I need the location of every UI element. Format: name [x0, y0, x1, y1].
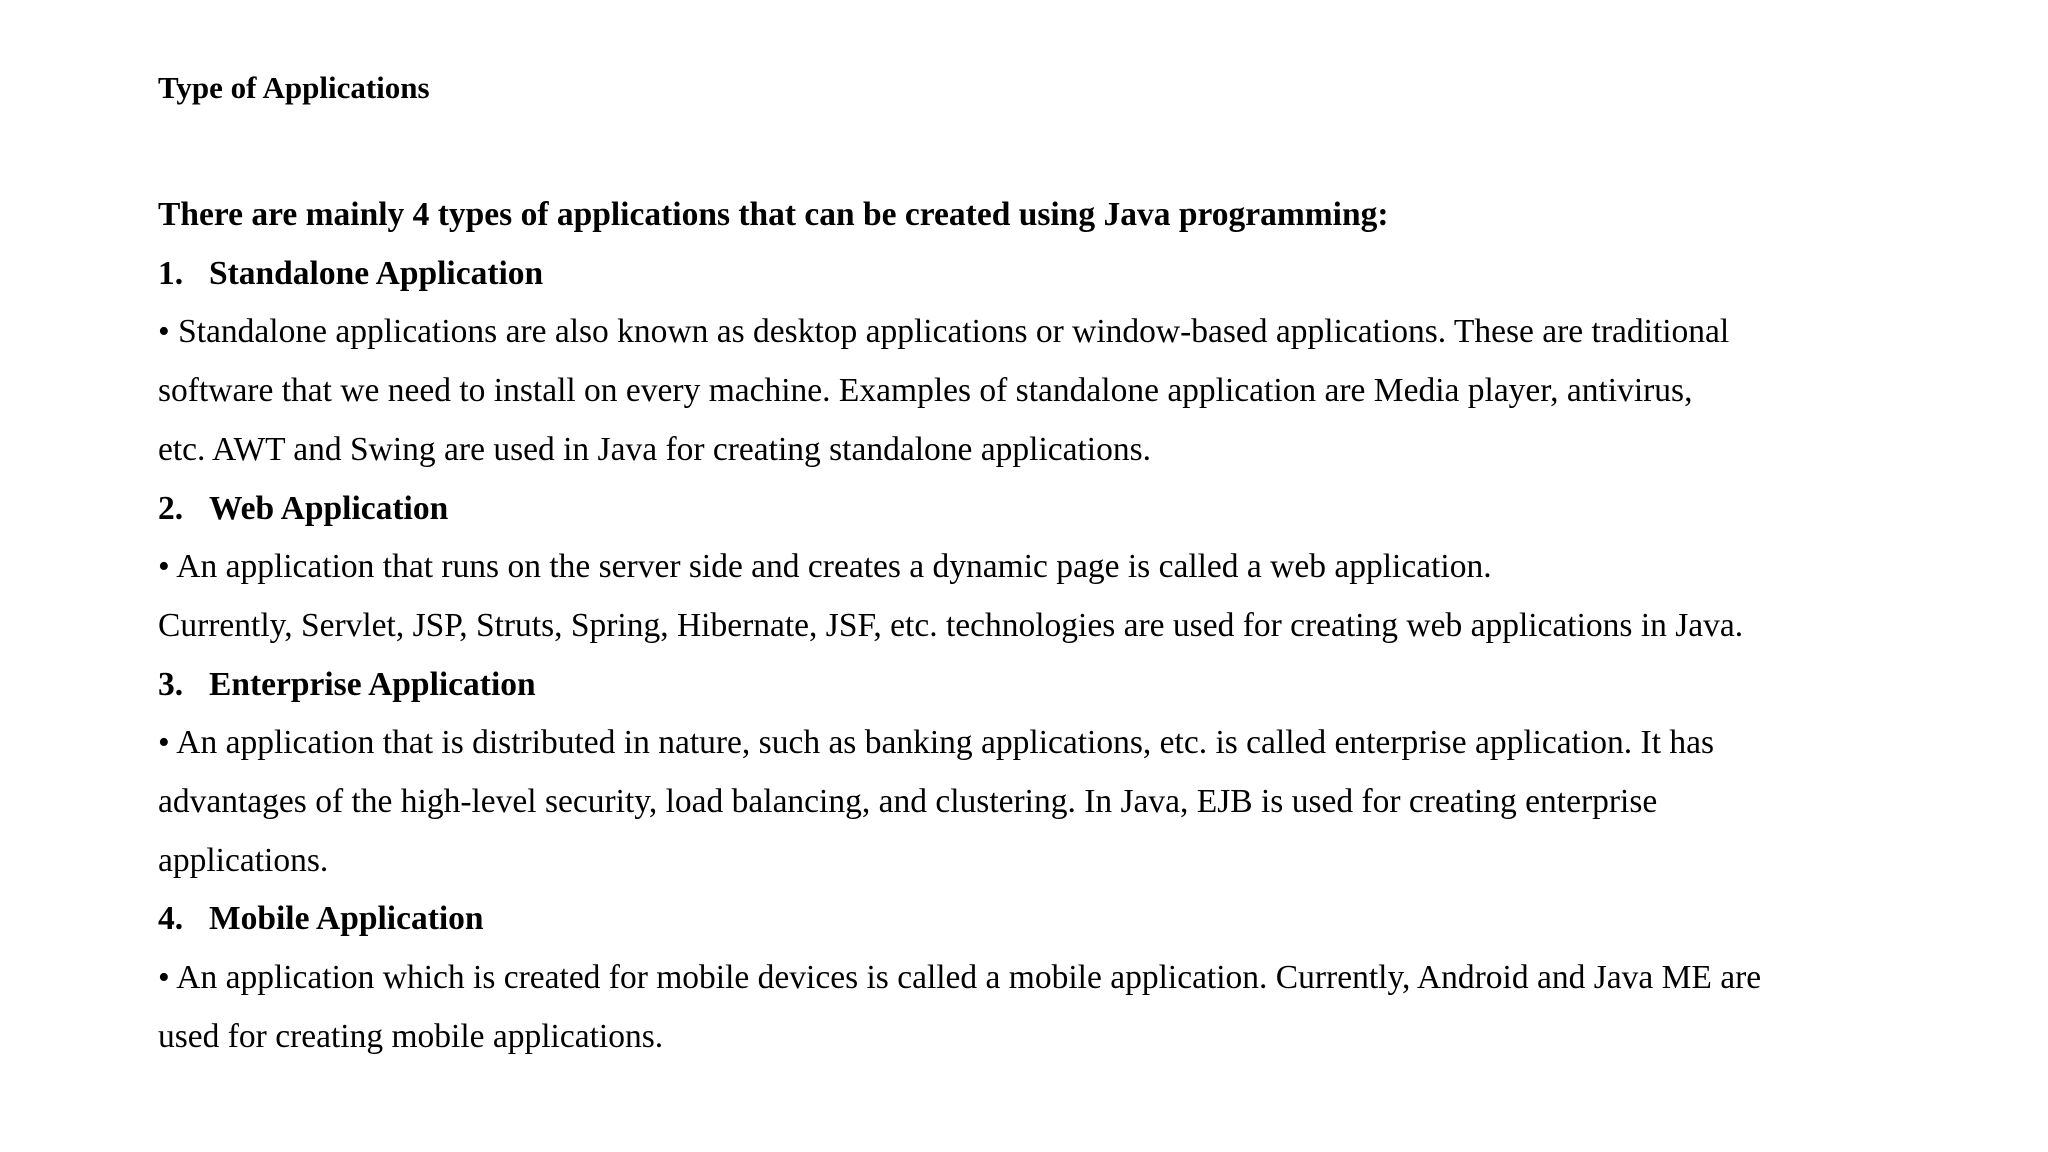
section-title: Standalone Application [209, 254, 544, 292]
section-heading-web [158, 480, 2018, 539]
section-heading-mobile [158, 890, 2018, 949]
body-line: etc. AWT and Swing are used in Java for creating standalone applications. [158, 430, 1152, 468]
body-line: used for creating mobile applications. [158, 1017, 664, 1055]
body-line: • An application which is created for mobile devices is called a mobile application. Currently, Android and Java ME are [158, 959, 1762, 997]
body-line: applications. [158, 841, 329, 879]
section-title: Enterprise Application [209, 665, 536, 703]
section-number: 2. [158, 489, 184, 527]
section-heading-enterprise [158, 656, 2018, 715]
section-number: 3. [158, 665, 184, 703]
body-line: Currently, Servlet, JSP, Struts, Spring, Hibernate, JSF, etc. technologies are used for creating web applications in Java. [158, 606, 1744, 644]
section-number: 1. [158, 254, 184, 292]
intro-text: There are mainly 4 types of applications that can be created using Java programming: [158, 196, 1389, 233]
body-line: • Standalone applications are also known as desktop applications or window-based applications. These are traditional [158, 313, 1730, 351]
slide-body [158, 186, 2018, 1067]
section-heading-standalone [158, 245, 2018, 304]
body-line: software that we need to install on every machine. Examples of standalone application are Media player, antivirus, [158, 372, 1693, 410]
body-line: • An application that runs on the server side and creates a dynamic page is called a web application. [158, 548, 1492, 586]
section-title: Mobile Application [209, 900, 484, 938]
body-line: • An application that is distributed in nature, such as banking applications, etc. is called enterprise application. It has [158, 724, 1715, 762]
body-line: advantages of the high-level security, load balancing, and clustering. In Java, EJB is used for creating enterprise [158, 783, 1658, 821]
section-title: Web Application [209, 489, 449, 527]
section-number: 4. [158, 900, 184, 938]
slide-title: Type of Applications [158, 70, 430, 105]
